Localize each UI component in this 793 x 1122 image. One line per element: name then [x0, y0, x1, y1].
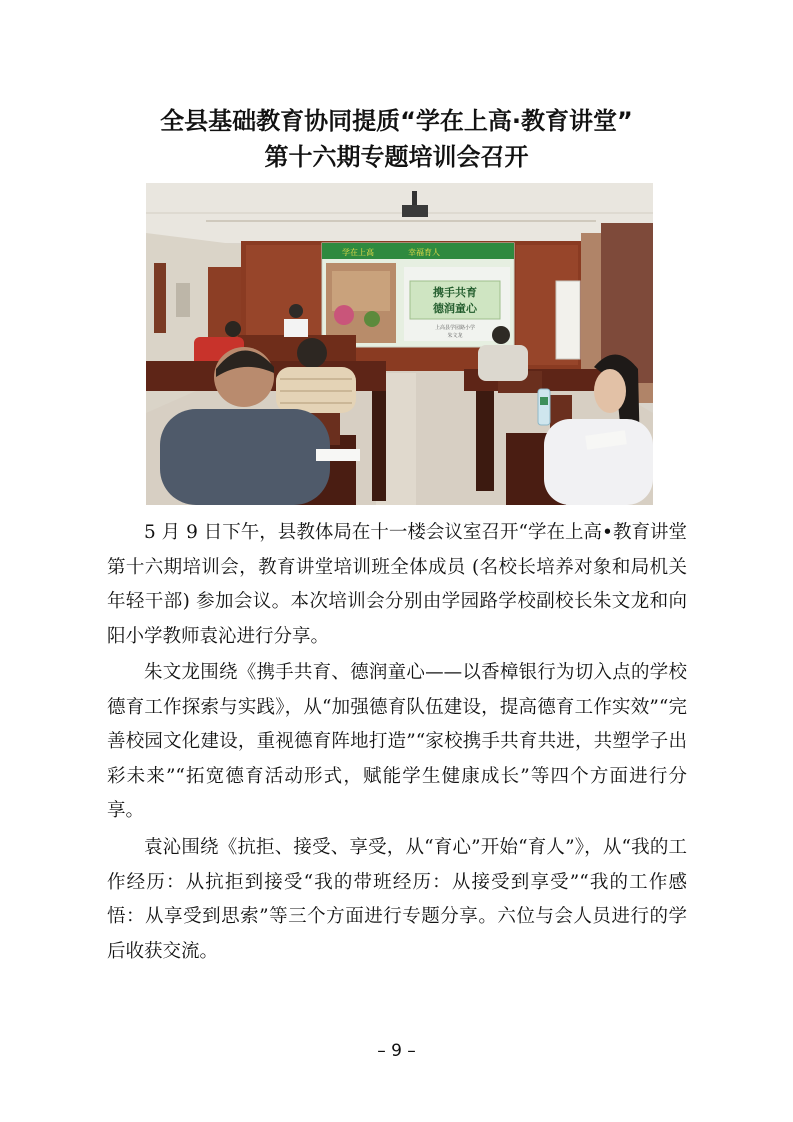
meeting-photo: [146, 183, 653, 505]
paragraph-3: 袁沁围绕《抗拒、接受、享受，从“育心”开始“育人”》，从“我的工作经历：从抗拒到接受“我的带班经历：从接受到享受”“我的工作感悟：从享受到思索”等三个方面进行专题分享。六位与会人员进行的学后收获交流。: [107, 837, 687, 962]
screen-speaker: 朱文龙: [447, 333, 463, 339]
headline-line-1: 全县基础教育协同提质“学在上高·教育讲堂”: [160, 107, 633, 135]
screen-slogan-left: 学在上高: [342, 248, 374, 257]
screen-school: 上高县学园路小学: [434, 325, 476, 331]
screen-slogan-right: 幸福育人: [408, 248, 440, 257]
paragraph-2: 朱文龙围绕《携手共育、德润童心——以香樟银行为切入点的学校德育工作探索与实践》，从“加强德育队伍建设，提高德育工作实效”“完善校园文化建设，重视德育阵地打造”“家校携手共育共进，共塑学子出彩未来”“拓宽德育活动形式，赋能学生健康成长”等四个方面进行分享。: [107, 662, 687, 822]
screen-title-line-1: 携手共育: [433, 286, 477, 299]
page-number: – 9 –: [377, 1041, 416, 1061]
headline-line-2: 第十六期专题培训会召开: [264, 143, 529, 171]
paragraph-1: 5 月 9 日下午，县教体局在十一楼会议室召开“学在上高•教育讲堂第十六期培训会，教育讲堂培训班全体成员 (名校长培养对象和局机关年轻干部) 参加会议。本次培训会分别由学园路学校副校长朱文龙和向阳小学教师袁沁进行分享。: [107, 522, 687, 647]
screen-title-line-2: 德润童心: [433, 302, 477, 315]
